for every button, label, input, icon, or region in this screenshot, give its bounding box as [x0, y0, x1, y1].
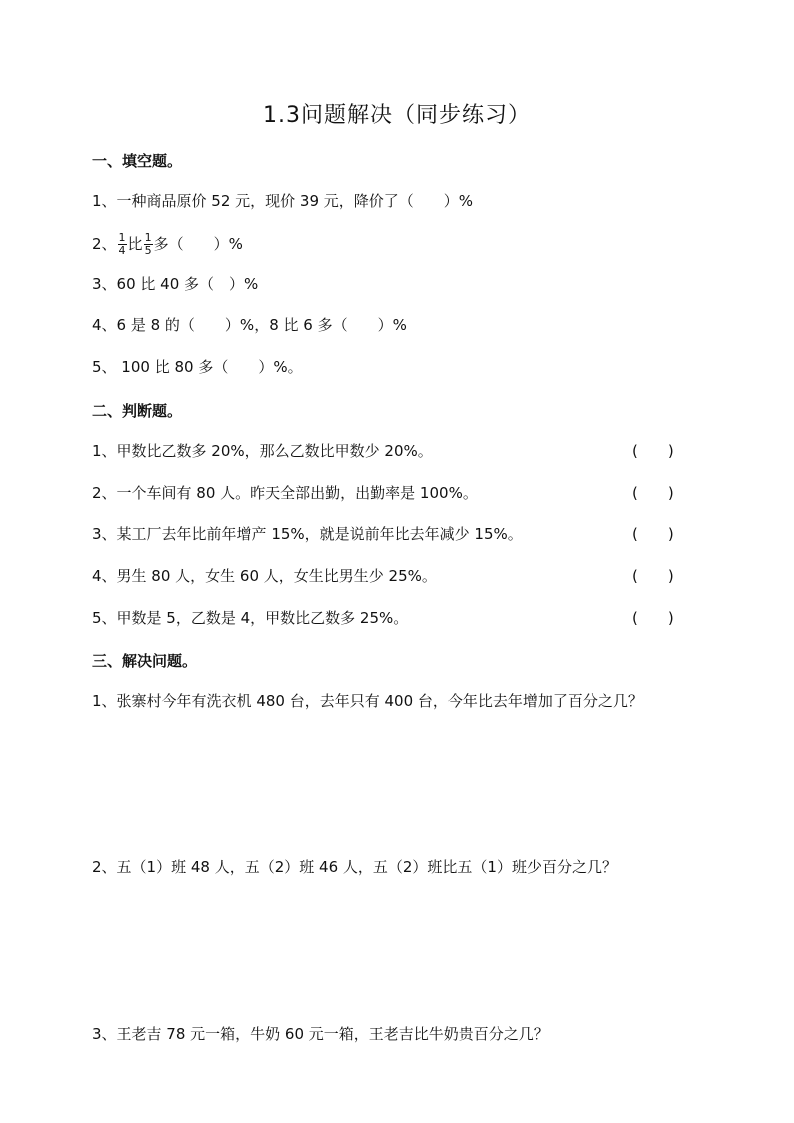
question-2-mid: 比	[127, 235, 143, 253]
fraction-numerator: 1	[144, 231, 152, 244]
question-2-prefix: 2、	[92, 235, 117, 253]
judge-question-4: 4、男生 80 人，女生 60 人，女生比男生少 25%。	[92, 567, 437, 585]
judge-answer-box-1[interactable]: ( )	[632, 442, 674, 460]
judge-question-3: 3、某工厂去年比前年增产 15%，就是说前年比去年减少 15%。	[92, 525, 523, 543]
section-heading-judge: 二、判断题。	[92, 402, 183, 420]
judge-answer-box-4[interactable]: ( )	[632, 567, 674, 585]
page-title: 1.3问题解决（同步练习）	[263, 103, 531, 128]
judge-answer-box-5[interactable]: ( )	[632, 609, 674, 627]
fraction-one-fifth	[144, 232, 153, 257]
fill-blank-question-1: 1、一种商品原价 52 元，现价 39 元，降价了（ ）%	[92, 192, 474, 210]
fill-blank-question-5: 5、 100 比 80 多（ ）%。	[92, 358, 303, 376]
section-heading-fill-blank: 一、填空题。	[92, 152, 183, 170]
section-heading-solve: 三、解决问题。	[92, 652, 198, 670]
solve-question-2: 2、五（1）班 48 人，五（2）班 46 人，五（2）班比五（1）班少百分之几？	[92, 858, 617, 876]
fraction-denominator: 4	[118, 244, 126, 257]
fill-blank-question-2	[92, 229, 243, 259]
judge-answer-box-3[interactable]: ( )	[632, 525, 674, 543]
judge-question-5: 5、甲数是 5，乙数是 4，甲数比乙数多 25%。	[92, 609, 409, 627]
fraction-denominator: 5	[144, 244, 152, 257]
solve-question-3: 3、王老吉 78 元一箱，牛奶 60 元一箱，王老吉比牛奶贵百分之几？	[92, 1025, 549, 1043]
judge-question-1: 1、甲数比乙数多 20%，那么乙数比甲数少 20%。	[92, 442, 433, 460]
fill-blank-question-3: 3、60 比 40 多（ ）%	[92, 275, 259, 293]
solve-question-1: 1、张寨村今年有洗衣机 480 台，去年只有 400 台，今年比去年增加了百分之几？	[92, 692, 643, 710]
judge-answer-box-2[interactable]: ( )	[632, 484, 674, 502]
fraction-numerator: 1	[118, 231, 126, 244]
fill-blank-question-4: 4、6 是 8 的（ ）%，8 比 6 多（ ）%	[92, 316, 407, 334]
fraction-one-quarter	[118, 232, 127, 257]
judge-question-2: 2、一个车间有 80 人。昨天全部出勤，出勤率是 100%。	[92, 484, 478, 502]
question-2-suffix: 多（ ）%	[153, 235, 243, 253]
